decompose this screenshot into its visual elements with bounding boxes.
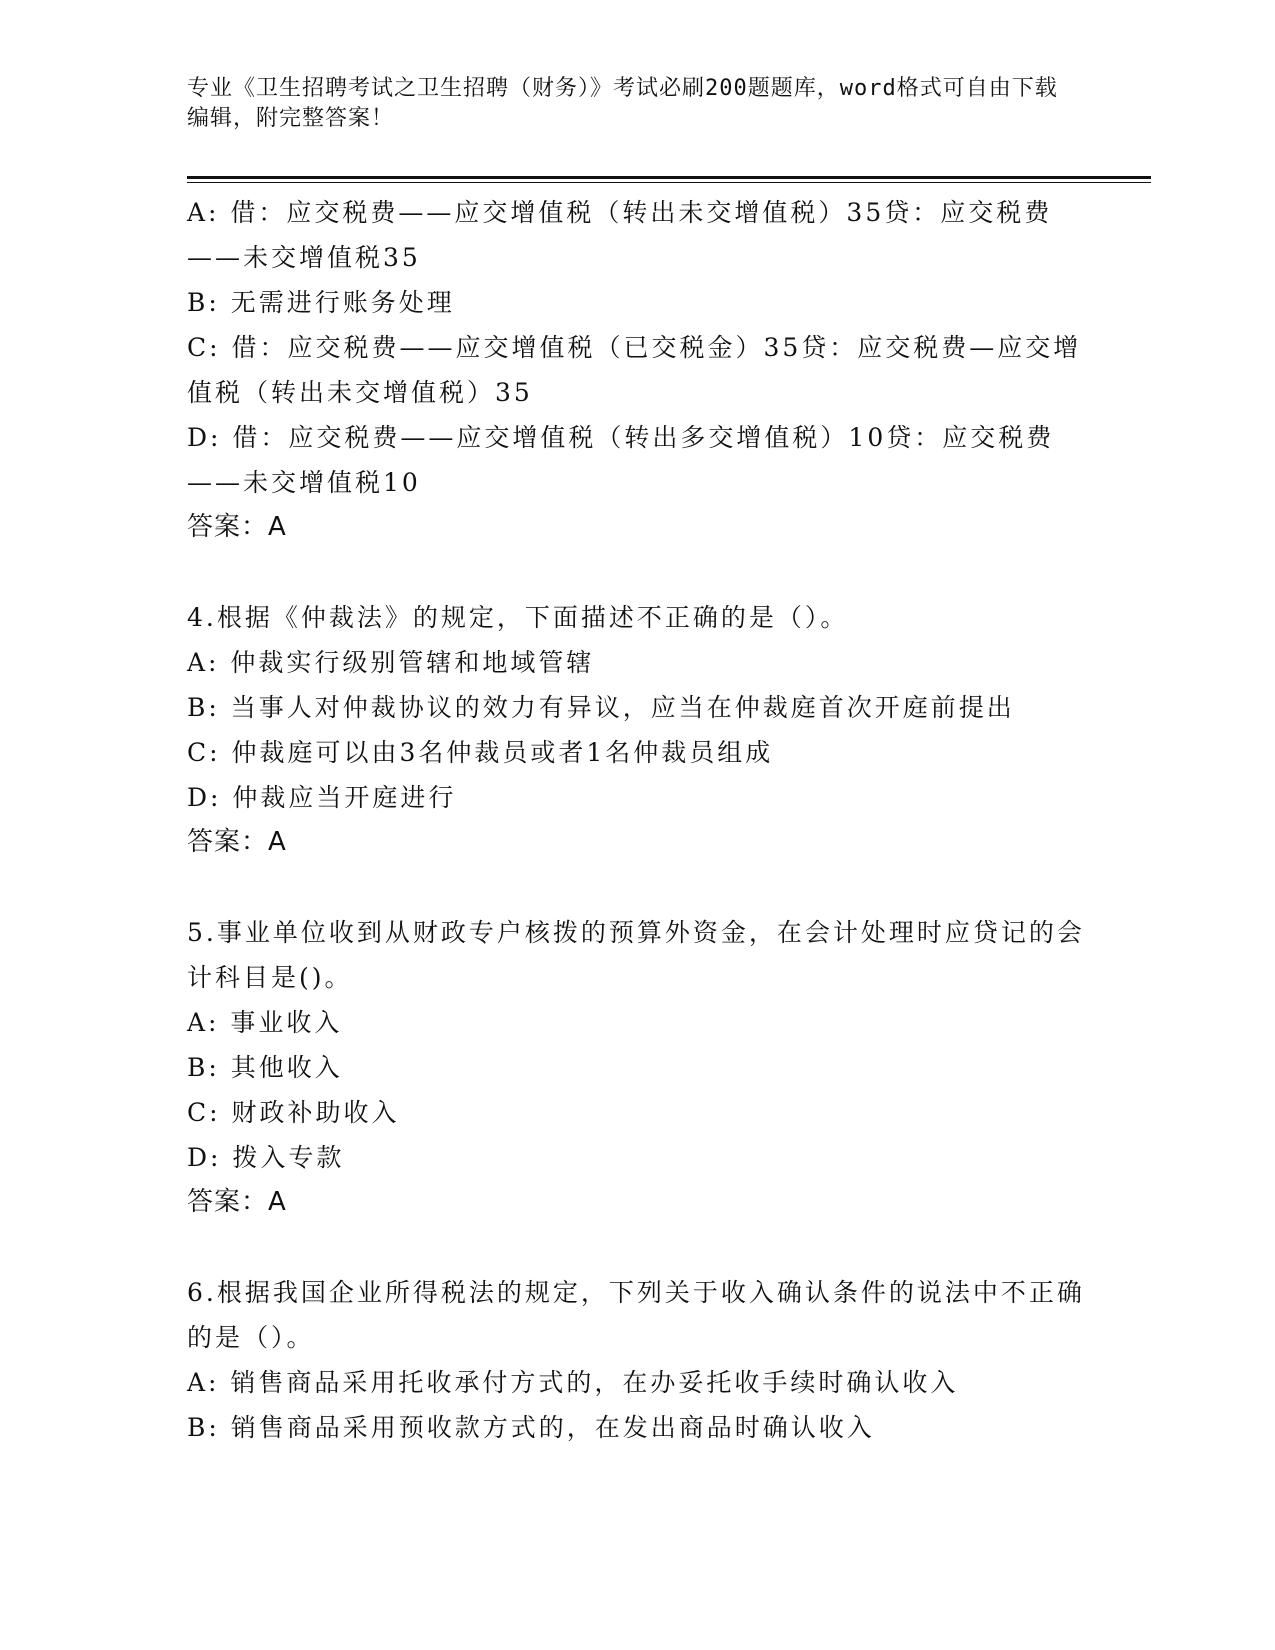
- document-content: [187, 190, 1087, 1450]
- q3-option-a: A: 借：应交税费——应交增值税（转出未交增值税）35贷：应交税费——未交增值税35: [187, 198, 1053, 272]
- question-4-block: [187, 595, 1087, 865]
- q3-answer: 答案：A: [187, 512, 287, 542]
- question-5-block: [187, 910, 1087, 1225]
- q4-option-b: B: 当事人对仲裁协议的效力有异议，应当在仲裁庭首次开庭前提出: [187, 693, 1015, 722]
- q4-answer: 答案：A: [187, 827, 287, 857]
- q5-option-d: D: 拨入专款: [187, 1143, 345, 1172]
- document-header: 专业《卫生招聘考试之卫生招聘（财务）》考试必刷200题题库，word格式可自由下载编辑，附完整答案！: [187, 76, 1058, 131]
- header-divider-thick: [187, 176, 1151, 179]
- q5-option-b: B: 其他收入: [187, 1053, 343, 1082]
- spacer: [187, 1225, 1087, 1270]
- spacer: [187, 550, 1087, 595]
- question-6-block: [187, 1270, 1087, 1450]
- q6-option-a: A: 销售商品采用托收承付方式的，在办妥托收手续时确认收入: [187, 1368, 959, 1397]
- q4-question: 4.根据《仲裁法》的规定，下面描述不正确的是（）。: [187, 603, 849, 632]
- q6-question: 6.根据我国企业所得税法的规定，下列关于收入确认条件的说法中不正确的是（）。: [187, 1278, 1085, 1352]
- spacer: [187, 865, 1087, 910]
- q4-option-a: A: 仲裁实行级别管辖和地域管辖: [187, 648, 595, 677]
- q3-option-c: C: 借：应交税费——应交增值税（已交税金）35贷：应交税费—应交增值税（转出未交增值税）35: [187, 333, 1082, 407]
- q4-option-c: C: 仲裁庭可以由3名仲裁员或者1名仲裁员组成: [187, 738, 774, 767]
- q3-option-b: B: 无需进行账务处理: [187, 288, 455, 317]
- q5-option-a: A: 事业收入: [187, 1008, 343, 1037]
- header-divider-thin: [187, 182, 1151, 183]
- q6-option-b: B: 销售商品采用预收款方式的，在发出商品时确认收入: [187, 1413, 875, 1442]
- q4-option-d: D: 仲裁应当开庭进行: [187, 783, 457, 812]
- q5-option-c: C: 财政补助收入: [187, 1098, 400, 1127]
- question-3-block: [187, 190, 1087, 550]
- q5-answer: 答案：A: [187, 1187, 287, 1217]
- q5-question: 5.事业单位收到从财政专户核拨的预算外资金，在会计处理时应贷记的会计科目是()。: [187, 918, 1085, 992]
- q3-option-d: D: 借：应交税费——应交增值税（转出多交增值税）10贷：应交税费——未交增值税10: [187, 423, 1055, 497]
